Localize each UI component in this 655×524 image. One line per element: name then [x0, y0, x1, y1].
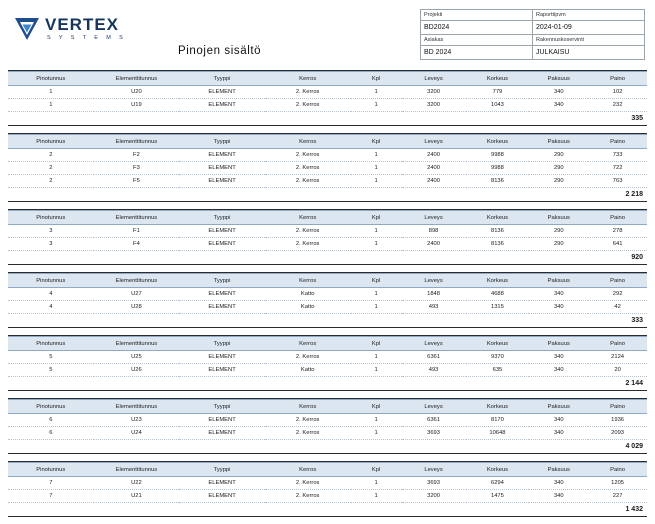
vertex-logo — [14, 16, 126, 42]
column-header: Leveys — [402, 274, 466, 288]
table-cell: ELEMENT — [179, 225, 265, 238]
column-header: Korkeus — [466, 337, 530, 351]
table-cell: 2400 — [402, 238, 466, 251]
table-cell: 3693 — [402, 477, 466, 490]
table-cell: 1 — [351, 414, 402, 427]
column-header: Korkeus — [466, 211, 530, 225]
table-cell: 2. Kerros — [265, 86, 351, 99]
pile-table — [8, 399, 647, 453]
table-cell: 290 — [529, 149, 588, 162]
table-cell: ELEMENT — [179, 477, 265, 490]
table-cell: 290 — [529, 175, 588, 188]
table-cell: 2093 — [588, 427, 647, 440]
table-cell: 3693 — [402, 427, 466, 440]
info-value-report-date: 2024-01-09 — [533, 21, 645, 35]
table-header-row — [8, 135, 647, 149]
table-cell: ELEMENT — [179, 99, 265, 112]
table-cell: 6361 — [402, 351, 466, 364]
table-cell: 493 — [402, 301, 466, 314]
column-header: Paksuus — [529, 211, 588, 225]
column-header: Paksuus — [529, 274, 588, 288]
table-cell: 1848 — [402, 288, 466, 301]
table-cell: Katto — [265, 301, 351, 314]
pile-table — [8, 273, 647, 327]
column-header: Pinotunnus — [8, 72, 94, 86]
table-cell: 6 — [8, 427, 94, 440]
table-row — [8, 162, 647, 175]
pile-table — [8, 134, 647, 201]
table-cell: F1 — [94, 225, 180, 238]
info-label-customer: Asiakas — [421, 35, 533, 46]
column-header: Pinotunnus — [8, 463, 94, 477]
info-label-project: Projekti — [421, 10, 533, 21]
table-row — [8, 238, 647, 251]
table-header-row — [8, 274, 647, 288]
column-header: Tyyppi — [179, 274, 265, 288]
table-cell: 10648 — [466, 427, 530, 440]
column-header: Paksuus — [529, 337, 588, 351]
pile-block — [8, 335, 647, 391]
column-header: Leveys — [402, 400, 466, 414]
table-cell: ELEMENT — [179, 162, 265, 175]
total-spacer — [8, 440, 588, 454]
pile-blocks-container — [0, 70, 655, 524]
total-spacer — [8, 314, 588, 328]
total-row — [8, 112, 647, 126]
table-cell: 1205 — [588, 477, 647, 490]
table-cell: 3 — [8, 238, 94, 251]
table-cell: 6294 — [466, 477, 530, 490]
table-cell: 5 — [8, 364, 94, 377]
table-cell: 2. Kerros — [265, 427, 351, 440]
table-cell: F2 — [94, 149, 180, 162]
table-cell: 290 — [529, 162, 588, 175]
table-cell: U23 — [94, 414, 180, 427]
table-cell: 340 — [529, 490, 588, 503]
table-cell: F3 — [94, 162, 180, 175]
info-label-row-1 — [421, 10, 645, 21]
table-cell: 4 — [8, 301, 94, 314]
total-row — [8, 251, 647, 265]
table-cell: F5 — [94, 175, 180, 188]
column-header: Elementtitunnus — [94, 211, 180, 225]
table-cell: 227 — [588, 490, 647, 503]
table-cell: U24 — [94, 427, 180, 440]
column-header: Kpl — [351, 274, 402, 288]
table-cell: 641 — [588, 238, 647, 251]
table-cell: 779 — [466, 86, 530, 99]
table-cell: 2. Kerros — [265, 175, 351, 188]
pile-block — [8, 272, 647, 328]
column-header: Paksuus — [529, 135, 588, 149]
table-cell: 6361 — [402, 414, 466, 427]
table-cell: 290 — [529, 238, 588, 251]
column-header: Tyyppi — [179, 400, 265, 414]
table-cell: 1 — [351, 477, 402, 490]
column-header: Paino — [588, 135, 647, 149]
table-cell: U27 — [94, 288, 180, 301]
column-header: Paino — [588, 72, 647, 86]
total-weight: 4 029 — [625, 443, 643, 450]
column-header: Kerros — [265, 337, 351, 351]
table-cell: 2. Kerros — [265, 99, 351, 112]
table-cell: 340 — [529, 351, 588, 364]
table-cell: 1 — [351, 427, 402, 440]
table-cell: 1 — [351, 86, 402, 99]
total-spacer — [8, 377, 588, 391]
table-cell: 733 — [588, 149, 647, 162]
column-header: Paino — [588, 337, 647, 351]
table-cell: 2 — [8, 175, 94, 188]
document-info-table — [420, 9, 645, 60]
table-cell: ELEMENT — [179, 351, 265, 364]
column-header: Kpl — [351, 400, 402, 414]
table-cell: ELEMENT — [179, 490, 265, 503]
table-cell: 2. Kerros — [265, 225, 351, 238]
table-row — [8, 225, 647, 238]
column-header: Elementtitunnus — [94, 135, 180, 149]
column-header: Leveys — [402, 211, 466, 225]
column-header: Tyyppi — [179, 72, 265, 86]
column-header: Elementtitunnus — [94, 274, 180, 288]
table-cell: 2400 — [402, 149, 466, 162]
table-cell: 340 — [529, 301, 588, 314]
table-cell: 232 — [588, 99, 647, 112]
column-header: Kpl — [351, 337, 402, 351]
column-header: Paksuus — [529, 400, 588, 414]
pile-block — [8, 461, 647, 517]
table-cell: 340 — [529, 414, 588, 427]
table-cell: Katto — [265, 364, 351, 377]
info-value-customer: BD 2024 — [421, 46, 533, 60]
table-cell: 292 — [588, 288, 647, 301]
table-cell: 635 — [466, 364, 530, 377]
table-cell: 4688 — [466, 288, 530, 301]
table-cell: 3200 — [402, 86, 466, 99]
table-cell: 1 — [351, 149, 402, 162]
column-header: Tyyppi — [179, 211, 265, 225]
table-cell: U25 — [94, 351, 180, 364]
table-cell: 340 — [529, 477, 588, 490]
table-cell: 1 — [351, 351, 402, 364]
total-weight: 920 — [631, 254, 643, 261]
column-header: Elementtitunnus — [94, 400, 180, 414]
column-header: Kerros — [265, 211, 351, 225]
total-spacer — [8, 112, 588, 126]
table-cell: 1 — [351, 99, 402, 112]
table-cell: 4 — [8, 288, 94, 301]
total-weight: 335 — [631, 115, 643, 122]
total-weight: 333 — [631, 317, 643, 324]
table-cell: 1 — [351, 301, 402, 314]
table-cell: 1936 — [588, 414, 647, 427]
column-header: Paino — [588, 400, 647, 414]
column-header: Tyyppi — [179, 463, 265, 477]
table-cell: 8136 — [466, 225, 530, 238]
table-cell: 1 — [8, 86, 94, 99]
info-value-row-1 — [421, 21, 645, 35]
table-cell: ELEMENT — [179, 175, 265, 188]
table-header-row — [8, 463, 647, 477]
total-weight: 1 432 — [625, 506, 643, 513]
pile-table — [8, 210, 647, 264]
table-cell: 1 — [351, 238, 402, 251]
info-value-drawing-name: JULKAISU — [533, 46, 645, 60]
table-row — [8, 149, 647, 162]
table-cell: 6 — [8, 414, 94, 427]
table-cell: 290 — [529, 225, 588, 238]
table-cell: 340 — [529, 427, 588, 440]
brand-name: VERTEX — [45, 15, 120, 34]
table-cell: 1 — [351, 364, 402, 377]
table-cell: ELEMENT — [179, 364, 265, 377]
column-header: Paino — [588, 211, 647, 225]
table-cell: 1043 — [466, 99, 530, 112]
table-cell: 1 — [351, 225, 402, 238]
column-header: Pinotunnus — [8, 135, 94, 149]
table-row — [8, 99, 647, 112]
table-cell: 7 — [8, 477, 94, 490]
table-cell: 898 — [402, 225, 466, 238]
table-cell: U21 — [94, 490, 180, 503]
table-cell: 102 — [588, 86, 647, 99]
vertex-logo-icon — [14, 17, 40, 41]
table-row — [8, 427, 647, 440]
column-header: Korkeus — [466, 135, 530, 149]
pile-block — [8, 133, 647, 202]
table-cell: 340 — [529, 364, 588, 377]
table-cell: ELEMENT — [179, 288, 265, 301]
column-header: Kpl — [351, 211, 402, 225]
table-row — [8, 490, 647, 503]
column-header: Korkeus — [466, 274, 530, 288]
table-cell: ELEMENT — [179, 149, 265, 162]
pile-block — [8, 398, 647, 454]
page-title: Pinojen sisältö — [178, 45, 262, 57]
column-header: Pinotunnus — [8, 211, 94, 225]
table-cell: 42 — [588, 301, 647, 314]
table-cell: 2 — [8, 149, 94, 162]
total-spacer — [8, 251, 588, 265]
column-header: Kpl — [351, 135, 402, 149]
table-cell: 1475 — [466, 490, 530, 503]
table-cell: 2400 — [402, 175, 466, 188]
table-header-row — [8, 400, 647, 414]
table-cell: 9370 — [466, 351, 530, 364]
info-label-drawing-name: Rakennuskoservinti — [533, 35, 645, 46]
column-header: Kerros — [265, 274, 351, 288]
table-row — [8, 301, 647, 314]
table-cell: 9988 — [466, 162, 530, 175]
table-cell: 3200 — [402, 99, 466, 112]
table-cell: 340 — [529, 99, 588, 112]
column-header: Tyyppi — [179, 135, 265, 149]
table-header-row — [8, 337, 647, 351]
table-cell: 5 — [8, 351, 94, 364]
table-cell: ELEMENT — [179, 427, 265, 440]
column-header: Tyyppi — [179, 337, 265, 351]
total-weight: 2 218 — [625, 191, 643, 198]
pile-block — [8, 70, 647, 126]
table-cell: ELEMENT — [179, 238, 265, 251]
table-cell: ELEMENT — [179, 301, 265, 314]
column-header: Leveys — [402, 135, 466, 149]
table-cell: 278 — [588, 225, 647, 238]
table-cell: U22 — [94, 477, 180, 490]
pile-table — [8, 336, 647, 390]
column-header: Kerros — [265, 463, 351, 477]
total-spacer — [8, 503, 588, 517]
table-cell: 1315 — [466, 301, 530, 314]
column-header: Korkeus — [466, 72, 530, 86]
table-cell: 1 — [351, 175, 402, 188]
info-label-report-date: Raporttipvm — [533, 10, 645, 21]
pile-table — [8, 71, 647, 125]
table-cell: 2. Kerros — [265, 477, 351, 490]
info-label-row-2 — [421, 35, 645, 46]
column-header: Elementtitunnus — [94, 72, 180, 86]
table-cell: 722 — [588, 162, 647, 175]
table-row — [8, 351, 647, 364]
table-cell: 2. Kerros — [265, 162, 351, 175]
block-spacer — [0, 519, 655, 524]
pile-table — [8, 462, 647, 516]
total-row — [8, 503, 647, 517]
total-row — [8, 440, 647, 454]
table-cell: 2. Kerros — [265, 414, 351, 427]
table-cell: 20 — [588, 364, 647, 377]
vertex-logo-text — [45, 16, 126, 42]
total-row — [8, 314, 647, 328]
table-header-row — [8, 211, 647, 225]
table-cell: 2. Kerros — [265, 490, 351, 503]
report-header — [0, 0, 655, 70]
table-row — [8, 414, 647, 427]
table-cell: ELEMENT — [179, 414, 265, 427]
total-row — [8, 377, 647, 391]
brand-tagline: S Y S T E M S — [47, 35, 127, 41]
table-cell: 8136 — [466, 175, 530, 188]
column-header: Paksuus — [529, 463, 588, 477]
table-cell: U20 — [94, 86, 180, 99]
table-cell: Katto — [265, 288, 351, 301]
table-cell: 340 — [529, 86, 588, 99]
table-cell: F4 — [94, 238, 180, 251]
table-cell: 2124 — [588, 351, 647, 364]
table-cell: 2. Kerros — [265, 149, 351, 162]
info-value-row-2 — [421, 46, 645, 60]
table-row — [8, 288, 647, 301]
column-header: Kerros — [265, 400, 351, 414]
column-header: Kpl — [351, 72, 402, 86]
table-cell: 9988 — [466, 149, 530, 162]
table-cell: 763 — [588, 175, 647, 188]
info-value-project: BD2024 — [421, 21, 533, 35]
table-cell: 1 — [351, 162, 402, 175]
table-cell: 2 — [8, 162, 94, 175]
table-row — [8, 477, 647, 490]
table-cell: U28 — [94, 301, 180, 314]
column-header: Paino — [588, 463, 647, 477]
table-cell: U26 — [94, 364, 180, 377]
table-cell: 2. Kerros — [265, 351, 351, 364]
table-cell: 2. Kerros — [265, 238, 351, 251]
total-row — [8, 188, 647, 202]
table-cell: U19 — [94, 99, 180, 112]
pile-block — [8, 209, 647, 265]
table-header-row — [8, 72, 647, 86]
total-weight: 2 144 — [625, 380, 643, 387]
column-header: Pinotunnus — [8, 274, 94, 288]
table-cell: 340 — [529, 288, 588, 301]
table-cell: 3 — [8, 225, 94, 238]
column-header: Pinotunnus — [8, 400, 94, 414]
column-header: Elementtitunnus — [94, 463, 180, 477]
column-header: Elementtitunnus — [94, 337, 180, 351]
table-cell: ELEMENT — [179, 86, 265, 99]
table-cell: 3200 — [402, 490, 466, 503]
column-header: Pinotunnus — [8, 337, 94, 351]
table-cell: 8170 — [466, 414, 530, 427]
column-header: Kerros — [265, 72, 351, 86]
column-header: Leveys — [402, 72, 466, 86]
column-header: Paino — [588, 274, 647, 288]
table-cell: 1 — [351, 490, 402, 503]
table-cell: 7 — [8, 490, 94, 503]
column-header: Korkeus — [466, 463, 530, 477]
column-header: Korkeus — [466, 400, 530, 414]
column-header: Kpl — [351, 463, 402, 477]
total-spacer — [8, 188, 588, 202]
table-cell: 8136 — [466, 238, 530, 251]
column-header: Leveys — [402, 463, 466, 477]
table-cell: 2400 — [402, 162, 466, 175]
table-row — [8, 364, 647, 377]
column-header: Leveys — [402, 337, 466, 351]
table-row — [8, 175, 647, 188]
table-cell: 493 — [402, 364, 466, 377]
column-header: Paksuus — [529, 72, 588, 86]
column-header: Kerros — [265, 135, 351, 149]
table-cell: 1 — [8, 99, 94, 112]
table-cell: 1 — [351, 288, 402, 301]
table-row — [8, 86, 647, 99]
